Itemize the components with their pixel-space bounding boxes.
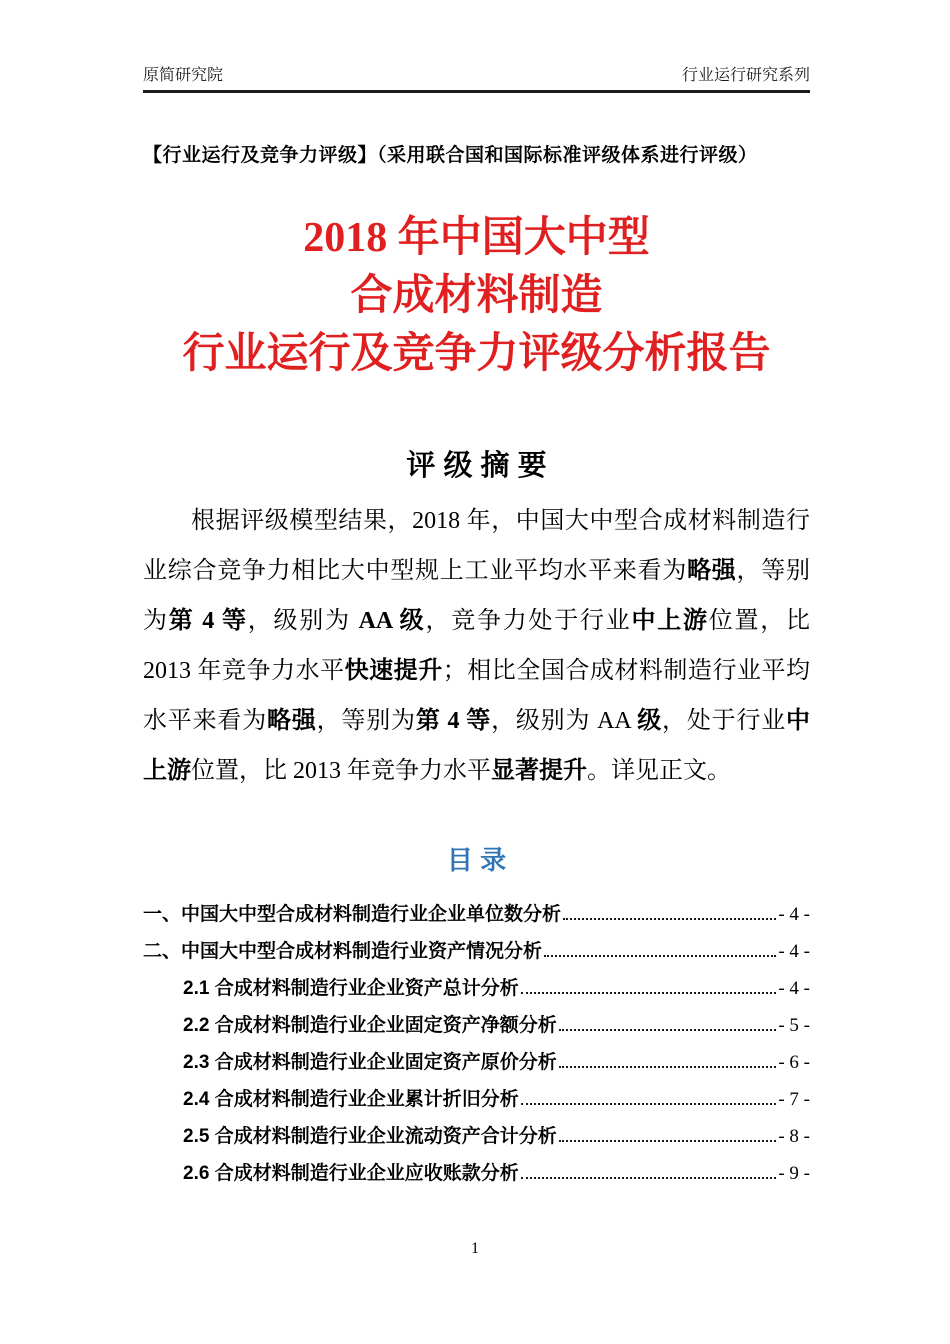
toc-item [143,893,810,930]
toc-item-page-number: - 4 - [778,904,810,925]
toc-list [143,893,810,1189]
report-title-line-1: 2018 年中国大中型 [303,215,650,261]
toc-dot-leader [559,1029,777,1031]
summary-text-segment: 快速提升 [344,658,443,684]
report-title-line-3: 行业运行及竞争力评级分析报告 [182,331,771,377]
series-subtitle: 【行业运行及竞争力评级】（采用联合国和国际标准评级体系进行评级） [143,145,758,166]
toc-item-page-number: - 9 - [778,1163,810,1184]
toc-dot-leader [521,1177,777,1179]
report-title [143,209,810,383]
toc-item-page-number: - 5 - [778,1015,810,1036]
toc-item-page-number: - 4 - [778,941,810,962]
toc-dot-leader [559,1140,777,1142]
toc-item [143,1115,810,1152]
summary-text-segment: 位置，比 2013 年竞争力水平 [143,608,811,684]
toc-item-page-number: - 6 - [778,1052,810,1073]
summary-paragraph [143,496,810,796]
toc-item-page-number: - 7 - [778,1089,810,1110]
toc-dot-leader [559,1066,777,1068]
toc-item [143,967,810,1004]
toc-dot-leader [563,918,776,920]
toc-item-label: 2.4 合成材料制造行业企业累计折旧分析 [183,1089,519,1110]
toc-item [143,930,810,967]
report-title-line-2: 合成材料制造 [350,273,603,319]
toc-heading: 目 录 [446,845,507,875]
toc-item [143,1004,810,1041]
summary-text-segment: 略强 [687,558,737,584]
header-rule [143,90,810,93]
summary-text-segment: ，竞争力处于行业 [425,608,632,634]
summary-text-segment: 显著提升 [491,758,587,784]
summary-text-segment: 第 4 等 [415,708,492,734]
page-header [143,62,810,85]
summary-text-segment: AA 级 [358,608,426,634]
summary-text-segment: 略强 [267,708,317,734]
summary-text-segment: 级 [637,708,663,734]
toc-item-label: 2.2 合成材料制造行业企业固定资产净额分析 [183,1015,557,1036]
summary-text-segment: 根据评级模型结果，2018 年，中国大中型合成材料制造行业综合竞争力相比大中型规上工业平均水平来看为 [143,508,810,584]
toc-item-page-number: - 8 - [778,1126,810,1147]
summary-text-segment: ，级别为 [247,608,359,634]
summary-text-segment: 位置，比 2013 年竞争力水平 [191,758,491,784]
toc-dot-leader [521,1103,777,1105]
toc-item-label: 一、中国大中型合成材料制造行业企业单位数分析 [143,904,562,925]
toc-item-label: 2.6 合成材料制造行业企业应收账款分析 [183,1163,519,1184]
header-right-text: 行业运行研究系列 [681,67,810,84]
summary-text-segment: ；相比全国合成材料制造行业平均水平来看为 [143,658,811,734]
summary-text-segment: 第 4 等 [168,608,248,634]
page-number: 1 [471,1240,479,1257]
header-left-text: 原简研究院 [143,67,224,84]
toc-item [143,1152,810,1189]
summary-text-segment: ，处于行业 [662,708,787,734]
summary-text-segment: 中上游 [631,608,709,634]
toc-item-label: 2.3 合成材料制造行业企业固定资产原价分析 [183,1052,557,1073]
toc-item-label: 2.5 合成材料制造行业企业流动资产合计分析 [183,1126,557,1147]
summary-text-segment: 。详见正文。 [587,758,731,784]
summary-heading: 评 级 摘 要 [406,450,547,482]
toc-item [143,1078,810,1115]
toc-dot-leader [521,992,777,994]
toc-item-label: 2.1 合成材料制造行业企业资产总计分析 [183,978,519,999]
toc-dot-leader [544,955,776,957]
toc-item-label: 二、中国大中型合成材料制造行业资产情况分析 [143,941,543,962]
summary-text-segment: ，级别为 AA [491,708,638,734]
summary-text-segment: ，等别为 [316,708,416,734]
summary-text-segment: 中上游 [143,708,811,784]
summary-text-segment: ，等别为 [143,558,811,634]
toc-item-page-number: - 4 - [778,978,810,999]
toc-item [143,1041,810,1078]
